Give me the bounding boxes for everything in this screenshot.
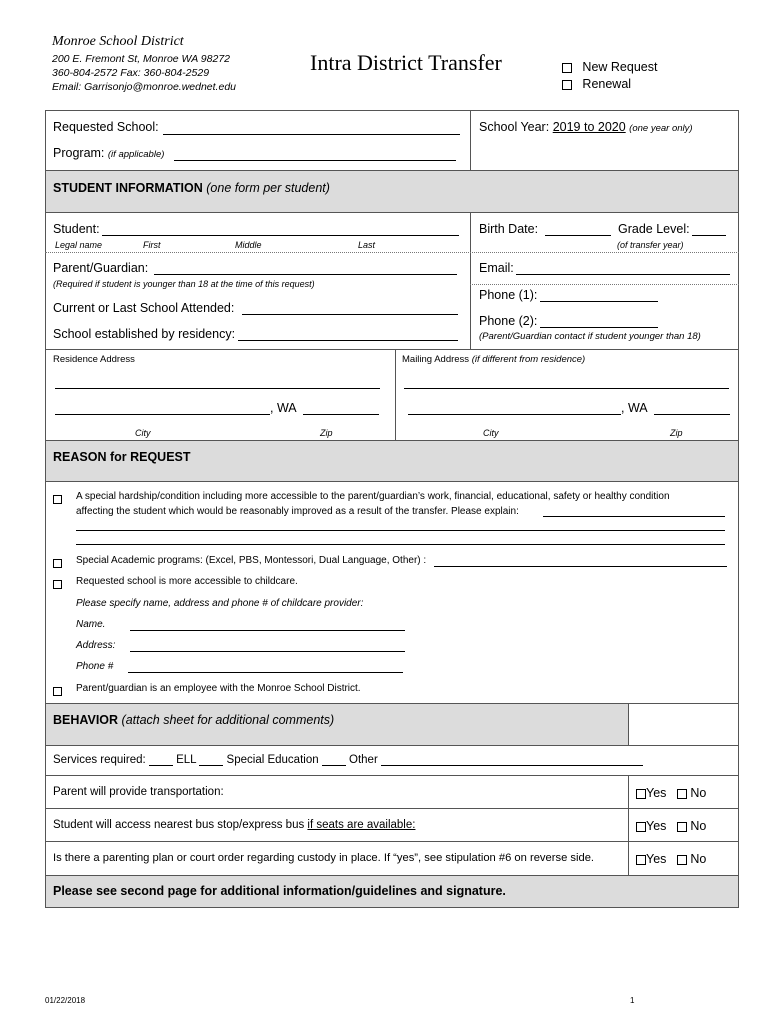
behavior-note: (attach sheet for additional comments) [121, 713, 335, 727]
bus-no-checkbox[interactable] [677, 822, 687, 832]
school-year-value: 2019 to 2020 [552, 120, 626, 134]
childcare-name-input[interactable] [130, 630, 405, 631]
childcare-checkbox[interactable] [53, 576, 62, 594]
hardship-text-line2: affecting the student which would be reasonably improved as a result of the transfer. Please explain: [76, 506, 519, 517]
legal-name-caption: Legal name [55, 240, 103, 250]
new-request-checkbox[interactable] [562, 63, 572, 73]
childcare-checkbox-box[interactable] [53, 580, 62, 589]
district-name: Monroe School District [52, 34, 184, 49]
divider [45, 841, 739, 842]
school-year-label: School Year: [479, 120, 550, 134]
divider [45, 481, 739, 482]
employee-text: Parent/guardian is an employee with the Monroe School District. [76, 683, 361, 694]
reason-heading: REASON for REQUEST [53, 450, 191, 464]
form-title: Intra District Transfer [310, 50, 502, 75]
divider [395, 349, 396, 440]
requested-school-label: Requested School: [53, 120, 159, 134]
parent-guardian-note: (Required if student is younger than 18 at the time of this request) [53, 279, 315, 289]
grade-level-label: Grade Level: [618, 222, 690, 236]
divider [45, 349, 739, 350]
second-page-note: Please see second page for additional information/guidelines and signature. [53, 884, 506, 898]
hardship-text-line1: A special hardship/condition including more accessible to the parent/guardian’s work, financial, educational, safety or healthy condition [76, 491, 670, 502]
renewal-checkbox[interactable] [562, 80, 572, 90]
mailing-address-title: Mailing Address [402, 354, 470, 365]
residence-city-input[interactable] [55, 414, 270, 415]
request-type [562, 59, 657, 93]
custody-no-checkbox[interactable] [677, 855, 687, 865]
employee-checkbox-box[interactable] [53, 687, 62, 696]
behavior-title: BEHAVIOR [53, 713, 119, 727]
ell-input[interactable] [149, 765, 173, 766]
sped-label: Special Education [226, 754, 319, 766]
sped-input[interactable] [199, 765, 223, 766]
custody-yes-label: Yes [646, 852, 667, 866]
page-number: 1 [630, 996, 635, 1005]
childcare-name-label: Name. [76, 619, 106, 630]
student-info-note: (one form per student) [206, 181, 330, 195]
childcare-address-input[interactable] [130, 651, 405, 652]
bus-question [53, 819, 415, 831]
mailing-street-input[interactable] [404, 388, 729, 389]
residence-street-input[interactable] [55, 388, 380, 389]
program-input[interactable] [174, 160, 456, 161]
student-info-heading [53, 181, 330, 195]
mailing-zip-input[interactable] [654, 414, 730, 415]
district-email: Email: Garrisonjo@monroe.wednet.edu [52, 81, 236, 93]
ell-label: ELL [176, 754, 197, 766]
mailing-address-note: (if different from residence) [471, 354, 586, 365]
mailing-city-caption: City [483, 428, 499, 438]
email-label: Email: [479, 261, 514, 275]
residence-zip-caption: Zip [320, 428, 333, 438]
parent-guardian-input[interactable] [154, 274, 457, 275]
residency-school-input[interactable] [238, 340, 458, 341]
mailing-state: , WA [621, 401, 648, 415]
phone1-label: Phone (1): [479, 288, 538, 302]
divider [470, 110, 471, 170]
divider [45, 775, 739, 776]
custody-question: Is there a parenting plan or court order regarding custody in place. If “yes”, see stipulation #6 on reverse side. [53, 852, 595, 864]
phone1-input[interactable] [540, 301, 658, 302]
grade-level-note: (of transfer year) [617, 240, 684, 250]
divider [470, 212, 471, 349]
program-label-text: Program: [53, 146, 105, 160]
mailing-address-label [402, 354, 585, 365]
transport-no-label: No [690, 786, 707, 800]
hardship-explain-input[interactable] [543, 516, 725, 517]
phone2-label: Phone (2): [479, 314, 538, 328]
middle-name-caption: Middle [235, 240, 262, 250]
residence-state: , WA [270, 401, 297, 415]
email-input[interactable] [516, 274, 730, 275]
residence-address-label: Residence Address [53, 354, 135, 365]
divider [45, 252, 739, 253]
academic-checkbox[interactable] [53, 555, 62, 573]
divider [628, 703, 629, 745]
district-phone-fax: 360-804-2572 Fax: 360-804-2529 [52, 67, 210, 79]
academic-checkbox-box[interactable] [53, 559, 62, 568]
transport-answer [636, 786, 706, 800]
student-name-input[interactable] [102, 235, 459, 236]
school-year [479, 120, 693, 134]
hardship-explain-line3[interactable] [76, 544, 725, 545]
services-label: Services required: [53, 754, 146, 766]
transport-no-checkbox[interactable] [677, 789, 687, 799]
academic-text: Special Academic programs: (Excel, PBS, Montessori, Dual Language, Other) : [76, 555, 427, 566]
program-label [53, 146, 164, 160]
renewal-option[interactable] [562, 76, 657, 93]
new-request-option[interactable] [562, 59, 657, 76]
first-name-caption: First [143, 240, 161, 250]
bus-yes-label: Yes [646, 819, 667, 833]
phone2-input[interactable] [540, 327, 658, 328]
bus-answer [636, 819, 706, 833]
grade-level-input[interactable] [692, 235, 726, 236]
current-school-input[interactable] [242, 314, 458, 315]
divider [45, 212, 739, 213]
birth-date-input[interactable] [545, 235, 611, 236]
divider [628, 775, 629, 875]
student-info-title: STUDENT INFORMATION [53, 181, 203, 195]
mailing-zip-caption: Zip [670, 428, 683, 438]
birth-date-label: Birth Date: [479, 222, 539, 236]
new-request-label: New Request [582, 60, 658, 74]
other-detail-input[interactable] [381, 765, 643, 766]
childcare-address-label: Address: [76, 640, 116, 651]
student-label: Student: [53, 222, 100, 236]
custody-yes-checkbox[interactable] [636, 855, 646, 865]
mailing-city-input[interactable] [408, 414, 621, 415]
district-contact [52, 52, 236, 94]
divider [45, 745, 739, 746]
transport-yes-checkbox[interactable] [636, 789, 646, 799]
renewal-label: Renewal [582, 77, 632, 91]
bus-yes-checkbox[interactable] [636, 822, 646, 832]
other-label: Other [349, 754, 378, 766]
revision-date: 01/22/2018 [45, 996, 86, 1005]
childcare-phone-input[interactable] [128, 672, 403, 673]
academic-input[interactable] [434, 566, 727, 567]
childcare-text: Requested school is more accessible to childcare. [76, 576, 298, 587]
custody-answer [636, 852, 706, 866]
school-year-note: (one year only) [629, 123, 693, 134]
hardship-checkbox-box[interactable] [53, 495, 62, 504]
program-note: (if applicable) [107, 149, 165, 160]
transport-question: Parent will provide transportation: [53, 786, 224, 798]
residence-zip-input[interactable] [303, 414, 379, 415]
other-input[interactable] [322, 765, 346, 766]
current-school-label: Current or Last School Attended: [53, 301, 235, 315]
bus-question-prefix: Student will access nearest bus stop/express bus [53, 819, 305, 831]
hardship-checkbox[interactable] [53, 491, 62, 509]
residence-city-caption: City [135, 428, 151, 438]
bus-no-label: No [690, 819, 707, 833]
divider [45, 808, 739, 809]
district-address: 200 E. Fremont St, Monroe WA 98272 [52, 53, 231, 65]
transport-yes-label: Yes [646, 786, 667, 800]
phone-note: (Parent/Guardian contact if student younger than 18) [479, 331, 701, 342]
childcare-note: Please specify name, address and phone # of childcare provider: [76, 598, 364, 609]
last-name-caption: Last [358, 240, 376, 250]
employee-checkbox[interactable] [53, 683, 62, 701]
bus-question-condition: if seats are available: [307, 819, 416, 831]
residency-school-label: School established by residency: [53, 327, 236, 341]
divider [470, 284, 739, 285]
custody-no-label: No [690, 852, 707, 866]
parent-guardian-label: Parent/Guardian: [53, 261, 149, 275]
hardship-explain-line2[interactable] [76, 530, 725, 531]
services-row [53, 754, 643, 766]
behavior-heading [53, 713, 334, 727]
childcare-phone-label: Phone # [76, 661, 114, 672]
requested-school-input[interactable] [163, 134, 460, 135]
